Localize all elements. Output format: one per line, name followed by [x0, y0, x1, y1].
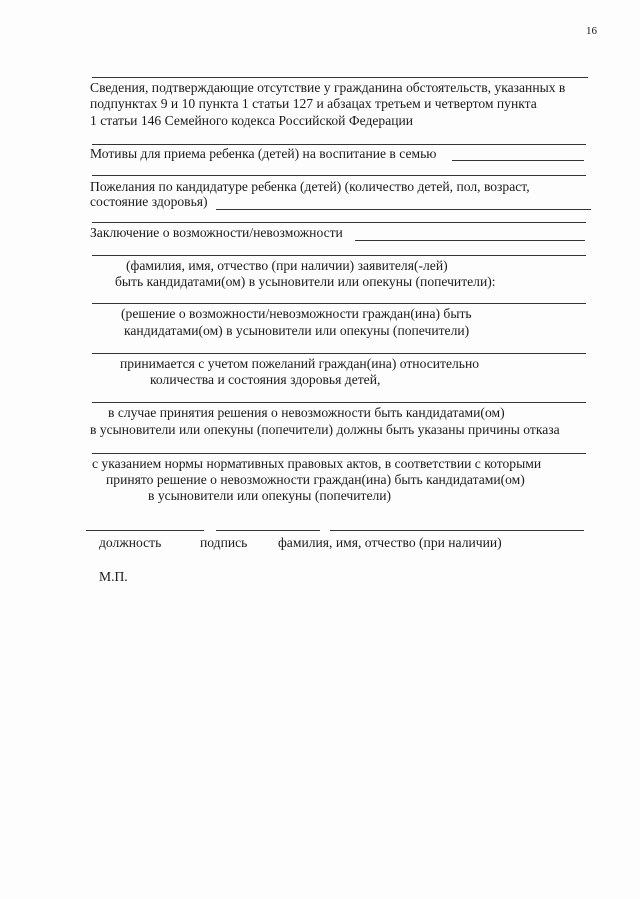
norms-line3: в усыновители или опекуны (попечители) [148, 488, 392, 503]
decision-line1: (решение о возможности/невозможности граждан(ина) быть [121, 306, 472, 321]
wishes-line1: Пожелания по кандидатуре ребенка (детей) (количество детей, пол, возраст, [90, 179, 530, 194]
accepted-top-rule [92, 353, 586, 354]
name-caption: фамилия, имя, отчество (при наличии) [278, 535, 502, 550]
applicant-line2: быть кандидатами(ом) в усыновители или опекуны (попечители): [115, 274, 496, 289]
seal-placeholder: М.П. [99, 569, 128, 584]
name-signature-line[interactable] [330, 530, 584, 531]
norms-line2: принято решение о невозможности граждан(ина) быть кандидатами(ом) [106, 472, 525, 487]
motives-label: Мотивы для приема ребенка (детей) на воспитание в семью [90, 146, 437, 161]
page-number: 16 [586, 25, 597, 37]
position-signature-line[interactable] [86, 530, 204, 531]
refusal-line2: в усыновители или опекуны (попечители) должны быть указаны причины отказа [90, 422, 560, 437]
accepted-line2: количества и состояния здоровья детей, [150, 372, 381, 387]
wishes-top-rule [92, 175, 586, 176]
refusal-line1: в случае принятия решения о невозможности быть кандидатами(ом) [108, 405, 505, 420]
conclusion-fill-line[interactable] [355, 240, 585, 241]
norms-line1: с указанием нормы нормативных правовых актов, в соответствии с которыми [92, 456, 542, 471]
applicant-line1: (фамилия, имя, отчество (при наличии) заявителя(-лей) [126, 258, 448, 273]
wishes-fill-line[interactable] [216, 209, 591, 210]
decision-line2: кандидатами(ом) в усыновители или опекуны (попечители) [124, 323, 470, 338]
sign-caption: подпись [200, 535, 248, 550]
section1-line2: подпунктах 9 и 10 пункта 1 статьи 127 и абзацах третьем и четвертом пункта [90, 96, 537, 111]
norms-top-rule [92, 453, 586, 454]
section1-line3: 1 статьи 146 Семейного кодекса Российской Федерации [90, 113, 414, 128]
applicant-top-rule [92, 255, 586, 256]
sign-signature-line[interactable] [216, 530, 320, 531]
motives-fill-line[interactable] [452, 160, 584, 161]
accepted-line1: принимается с учетом пожеланий граждан(ина) относительно [120, 356, 480, 371]
refusal-top-rule [92, 402, 586, 403]
section1-top-rule [92, 77, 588, 78]
conclusion-label: Заключение о возможности/невозможности [90, 225, 343, 240]
motives-top-rule [92, 144, 586, 145]
section1-line1: Сведения, подтверждающие отсутствие у гражданина обстоятельств, указанных в [90, 80, 566, 95]
position-caption: должность [99, 535, 162, 550]
wishes-line2: состояние здоровья) [90, 194, 208, 209]
conclusion-top-rule [92, 222, 586, 223]
decision-top-rule [92, 303, 586, 304]
